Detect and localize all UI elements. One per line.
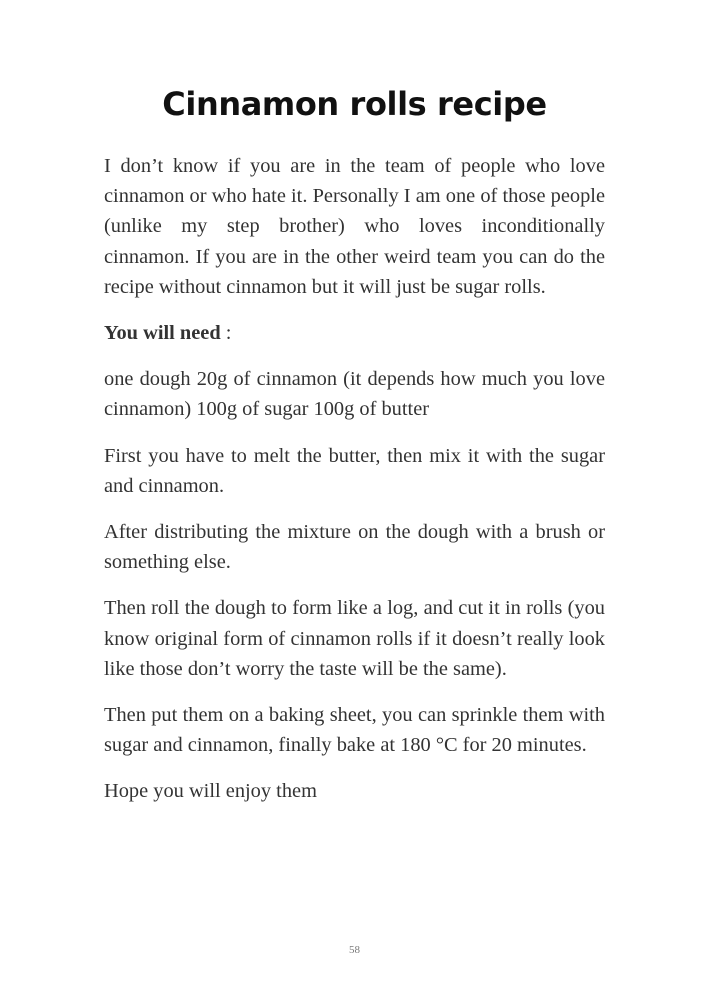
recipe-body [104,151,605,807]
closing-paragraph: Hope you will enjoy them [104,780,317,803]
needs-suffix: : [220,322,232,345]
ingredients-paragraph: one dough 20g of cinnamon (it depends how much you love cinnamon) 100g of sugar 100g of butter [104,368,605,421]
step-paragraph-2: After distributing the mixture on the dough with a brush or something else. [104,521,605,574]
step-paragraph-1: First you have to melt the butter, then mix it with the sugar and cinnamon. [104,444,605,497]
needs-label: You will need [104,322,221,345]
page-title: Cinnamon rolls recipe [162,85,547,123]
page-number: 58 [349,944,360,956]
step-paragraph-3: Then roll the dough to form like a log, and cut it in rolls (you know original form of cinnamon rolls if it doesn’t really look like those don’t worry the taste will be the same). [104,597,605,680]
step-paragraph-4: Then put them on a baking sheet, you can sprinkle them with sugar and cinnamon, finally bake at 180 °C for 20 minutes. [104,704,605,757]
intro-paragraph: I don’t know if you are in the team of people who love cinnamon or who hate it. Personally I am one of those people (unlike my step brother) who loves inconditionally cinnamon. If you are in the other weird team you can do the recipe without cinnamon but it will just be sugar rolls. [104,155,605,298]
needs-heading [104,318,605,348]
